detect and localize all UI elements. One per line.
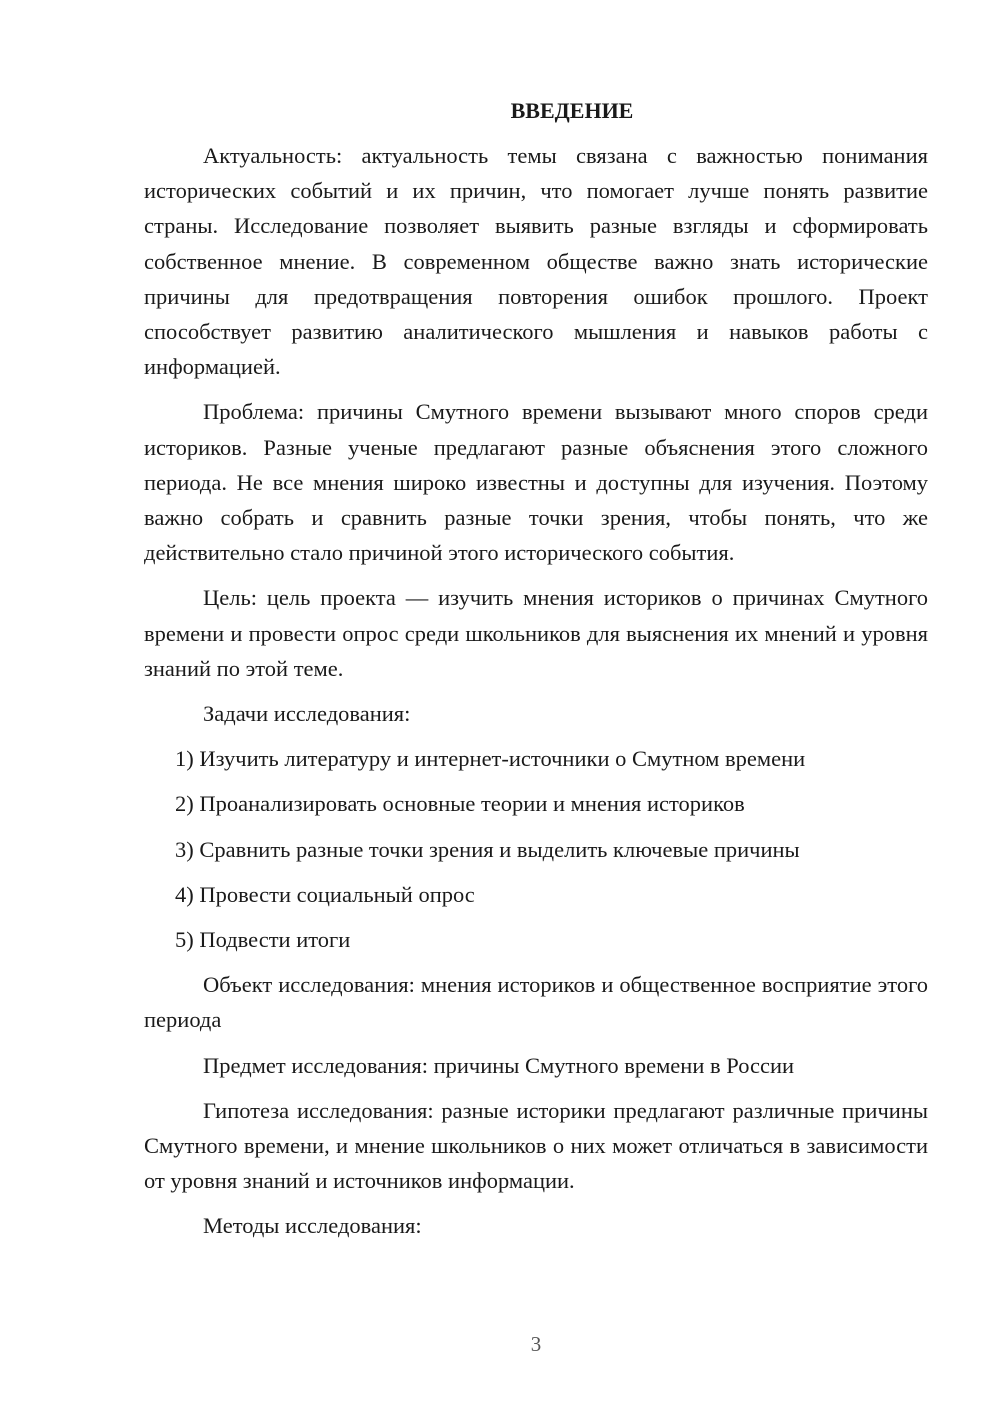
tasks-title: Задачи исследования: xyxy=(203,701,411,727)
task-item-5: 5) Подвести итоги xyxy=(175,927,351,953)
task-item-4: 4) Провести социальный опрос xyxy=(175,881,475,907)
object-paragraph: Объект исследования: мнения историков и общественное восприятие этого периода xyxy=(144,972,928,1033)
problem-paragraph: Проблема: причины Смутного времени вызывают много споров среди историков. Разные ученые предлагают разные объяснения этого сложного периода. Не все мнения широко известны и доступны для изучения. Поэтому важно собрать и сравнить разные точки зрения, чтобы понять, что же действительно стало причиной этого исторического события. xyxy=(144,399,928,566)
goal-paragraph: Цель: цель проекта — изучить мнения историков о причинах Смутного времени и провести опрос среди школьников для выяснения их мнений и уровня знаний по этой теме. xyxy=(144,585,928,681)
task-item-3: 3) Сравнить разные точки зрения и выделить ключевые причины xyxy=(175,836,800,862)
hypothesis-paragraph: Гипотеза исследования: разные историки предлагают различные причины Смутного времени, и мнение школьников о них может отличаться в зависимости от уровня знаний и источников информации. xyxy=(144,1097,928,1194)
page-number: 3 xyxy=(530,1332,542,1356)
relevance-paragraph: Актуальность: актуальность темы связана с важностью понимания исторических событий и их причин, что помогает лучше понять развитие страны. Исследование позволяет выявить разные взгляды и сформировать собственное мнение. В современном обществе важно знать исторические причины для предотвращения повторения ошибок прошлого. Проект способствует развитию аналитического мышления и навыков работы с информацией. xyxy=(144,143,928,380)
text-column xyxy=(144,96,928,1254)
task-item-2: 2) Проанализировать основные теории и мнения историков xyxy=(175,791,745,817)
tasks-list xyxy=(144,741,928,957)
task-item-1: 1) Изучить литературу и интернет-источники о Смутном времени xyxy=(175,746,806,772)
methods-title: Методы исследования: xyxy=(203,1213,422,1239)
section-heading: ВВЕДЕНИЕ xyxy=(510,98,634,123)
subject-paragraph: Предмет исследования: причины Смутного времени в России xyxy=(203,1052,795,1078)
